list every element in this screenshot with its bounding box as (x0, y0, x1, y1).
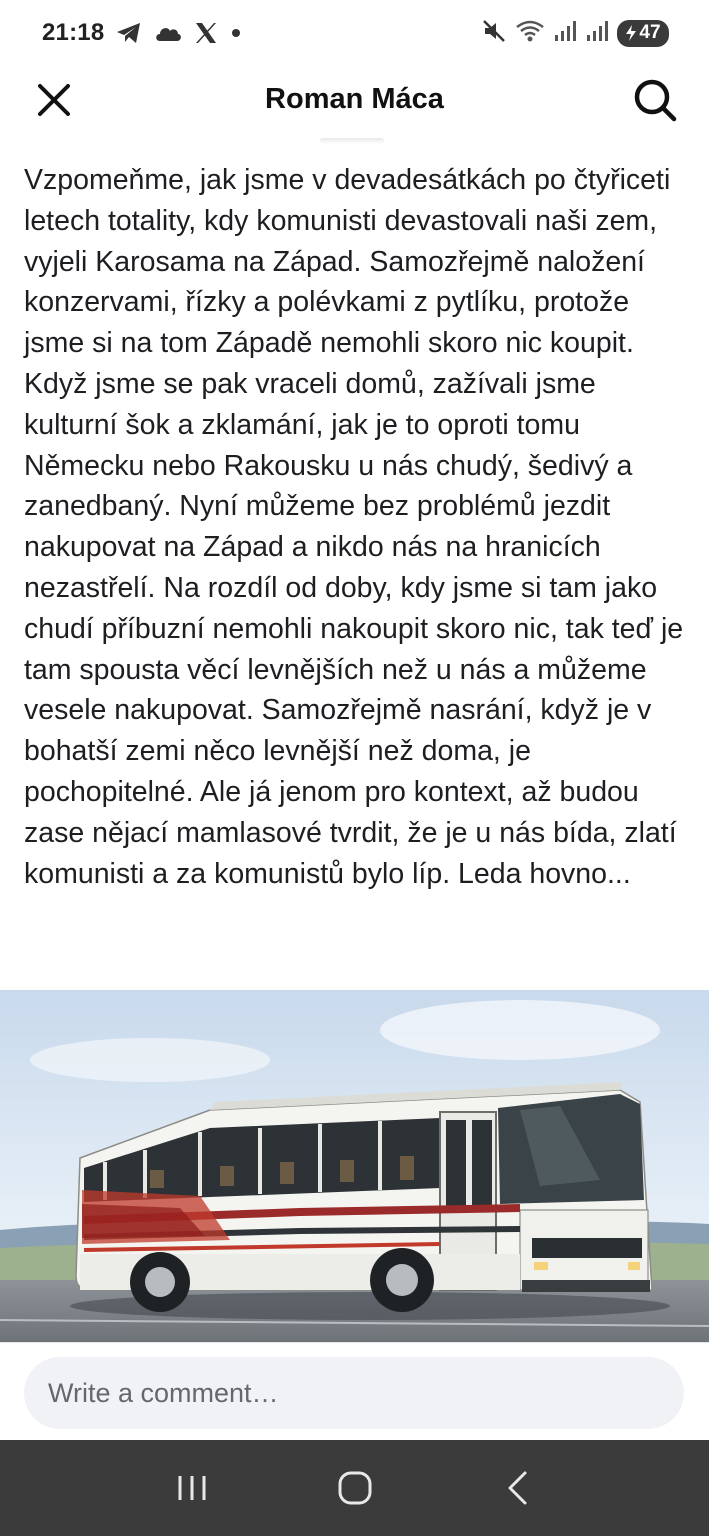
charging-icon (625, 25, 637, 41)
dot-icon (230, 27, 242, 39)
status-system-icons (481, 19, 669, 48)
signal-icon (585, 19, 609, 48)
comment-bar (0, 1342, 709, 1440)
home-icon (337, 1470, 373, 1506)
cloud-icon (154, 24, 182, 42)
close-button[interactable] (30, 78, 78, 122)
post-text: Vzpomeňme, jak jsme v devadesátkách po čtyřiceti letech totality, kdy komunisti devastovali naši zem, vyjeli Karosama na Západ. Samozřejmě naložení konzervami, řízky a polévkami z pytlíku, protože jsme si na tom Západě nemohli skoro nic koupit. Když jsme se pak vraceli domů, zažívali jsme kulturní šok a zklamání, jak je to oproti tomu Německu nebo Rakousku u nás chudý, šedivý a zanedbaný. Nyní můžeme bez problémů jezdit nakupovat na Západ a nikdo nás na hranicích nezastřelí. Na rozdíl od doby, kdy jsme si tam jako chudí příbuzní nemohli nakoupit skoro nic, tak teď je tam spousta věcí levnějších než u nás a můžeme vesele nakupovat. Samozřejmě nasrání, když je v bohatší zemi něco levnější než doma, je pochopitelné. Ale já jenom pro kontext, až budou zase nějací mamlasové tvrdit, že je u nás bída, zlatí komunisti a za komunistů bylo líp. Leda hovno... (24, 164, 684, 890)
bus-image (0, 990, 709, 1342)
battery-level: 47 (639, 22, 661, 43)
search-icon (632, 77, 678, 123)
signal-icon (553, 19, 577, 48)
page-title: Roman Máca (265, 82, 444, 115)
navigation-bar (0, 1440, 709, 1536)
search-button[interactable] (629, 74, 681, 126)
home-button[interactable] (325, 1458, 385, 1518)
status-time: 21:18 (42, 19, 105, 46)
x-icon (194, 22, 218, 44)
telegram-icon (116, 22, 142, 44)
back-button[interactable] (488, 1458, 548, 1518)
status-notification-icons (116, 22, 242, 44)
close-icon (36, 82, 72, 118)
recents-button[interactable] (162, 1458, 222, 1518)
header (0, 66, 709, 132)
mute-icon (481, 19, 507, 48)
back-icon (505, 1470, 531, 1506)
comment-input[interactable]: Write a comment… (24, 1357, 684, 1429)
recents-icon (175, 1473, 209, 1503)
post-photo[interactable] (0, 990, 709, 1342)
battery-indicator (617, 20, 669, 47)
status-bar (0, 0, 709, 66)
wifi-icon (515, 19, 545, 48)
scroll-hint (320, 138, 384, 144)
